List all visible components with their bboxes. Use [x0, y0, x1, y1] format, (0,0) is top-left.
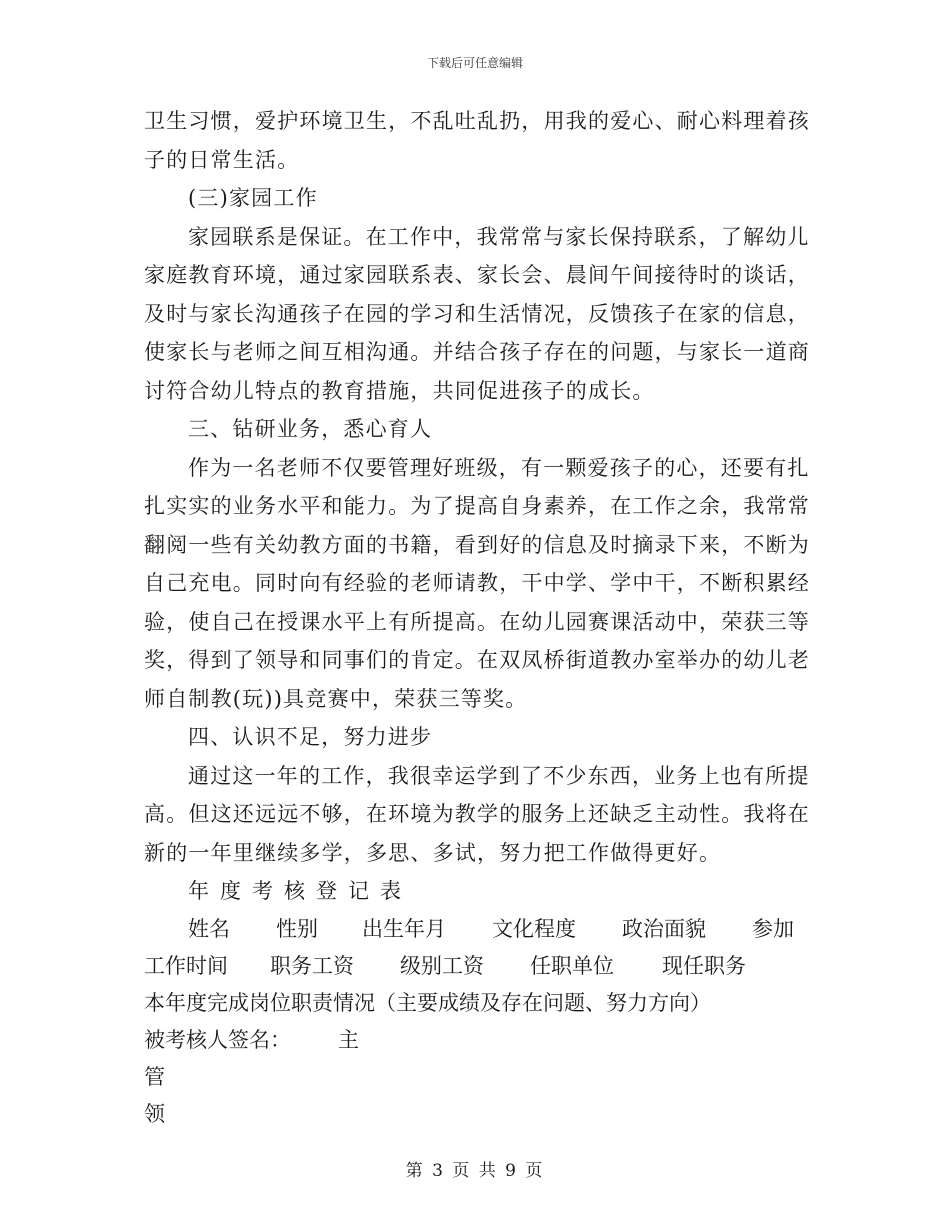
paragraph-line: 师自制教(玩))具竞赛中，荣获三等奖。 — [144, 686, 528, 711]
form-field-join: 参加 — [752, 916, 794, 941]
paragraph-line: 奖，得到了领导和同事们的肯定。在双凤桥街道教办室举办的幼儿老 — [144, 648, 810, 672]
form-field-political-status: 政治面貌 — [622, 916, 706, 941]
paragraph-line: 通过这一年的工作，我很幸运学到了不少东西，业务上也有所提 — [188, 763, 810, 788]
paragraph-line: 翻阅一些有关幼教方面的书籍，看到好的信息及时摘录下来，不断为 — [144, 532, 810, 557]
paragraph-line: 自己充电。同时向有经验的老师请教，干中学、学中干，不断积累经 — [144, 571, 810, 595]
page-header: 下载后可任意编辑 — [426, 56, 523, 70]
form-field-supervisor-char: 主 — [338, 1027, 359, 1052]
form-row-6 — [144, 1096, 804, 1133]
form-row-3 — [144, 985, 804, 1022]
form-row-1 — [144, 911, 804, 948]
form-field-gender: 性别 — [276, 916, 318, 941]
paragraph-line: 家园联系是保证。在工作中，我常常与家长保持联系，了解幼儿 — [188, 224, 810, 249]
form-field-duty-summary: 本年度完成岗位职责情况（主要成绩及存在问题、努力方向） — [144, 990, 711, 1015]
paragraph-line: 家庭教育环境，通过家园联系表、家长会、晨间午间接待时的谈话， — [144, 263, 810, 287]
paragraph-line: 新的一年里继续多学，多思、多试，努力把工作做得更好。 — [144, 840, 722, 865]
paragraph-line: 使家长与老师之间互相沟通。并结合孩子存在的问题，与家长一道商 — [144, 340, 810, 364]
form-field-grade-salary: 级别工资 — [400, 953, 484, 978]
section-heading: (三)家园工作 — [188, 186, 318, 210]
form-field-education: 文化程度 — [492, 916, 576, 941]
paragraph-line: 卫生习惯，爱护环境卫生，不乱吐乱扔，用我的爱心、耐心料理着孩 — [144, 109, 810, 133]
paragraph-line: 子的日常生活。 — [144, 147, 300, 172]
form-field-work-time: 工作时间 — [144, 953, 228, 978]
form-field-char: 领 — [144, 1101, 165, 1126]
form-field-char: 管 — [144, 1064, 165, 1089]
section-heading: 四、认识不足，努力进步 — [188, 725, 433, 749]
section-heading: 三、钻研业务，悉心育人 — [188, 417, 433, 441]
form-title: 年度考核登记表 — [188, 879, 412, 903]
form-field-birth: 出生年月 — [362, 916, 446, 941]
form-row-2 — [144, 948, 804, 985]
page-footer: 第 3 页 共 9 页 — [405, 1161, 545, 1181]
form-row-5 — [144, 1059, 804, 1096]
paragraph-line: 高。但这还远远不够，在环境为教学的服务上还缺乏主动性。我将在 — [144, 802, 810, 826]
form-field-current-position: 现任职务 — [662, 953, 746, 978]
form-field-position-salary: 职务工资 — [270, 953, 354, 978]
form-row-4 — [144, 1022, 804, 1059]
paragraph-line: 扎实实的业务水平和能力。为了提高自身素养，在工作之余，我常常 — [144, 494, 810, 518]
form-field-employer: 任职单位 — [530, 953, 614, 978]
paragraph-line: 及时与家长沟通孩子在园的学习和生活情况，反馈孩子在家的信息， — [144, 301, 810, 326]
paragraph-line: 作为一名老师不仅要管理好班级，有一颗爱孩子的心，还要有扎 — [188, 455, 810, 480]
paragraph-line: 讨符合幼儿特点的教育措施，共同促进孩子的成长。 — [144, 378, 655, 403]
form-field-signature-label: 被考核人签名： — [144, 1027, 291, 1052]
paragraph-line: 验，使自己在授课水平上有所提高。在幼儿园赛课活动中，荣获三等 — [144, 609, 810, 634]
document-body — [144, 102, 810, 1133]
form-field-name: 姓名 — [188, 916, 230, 941]
